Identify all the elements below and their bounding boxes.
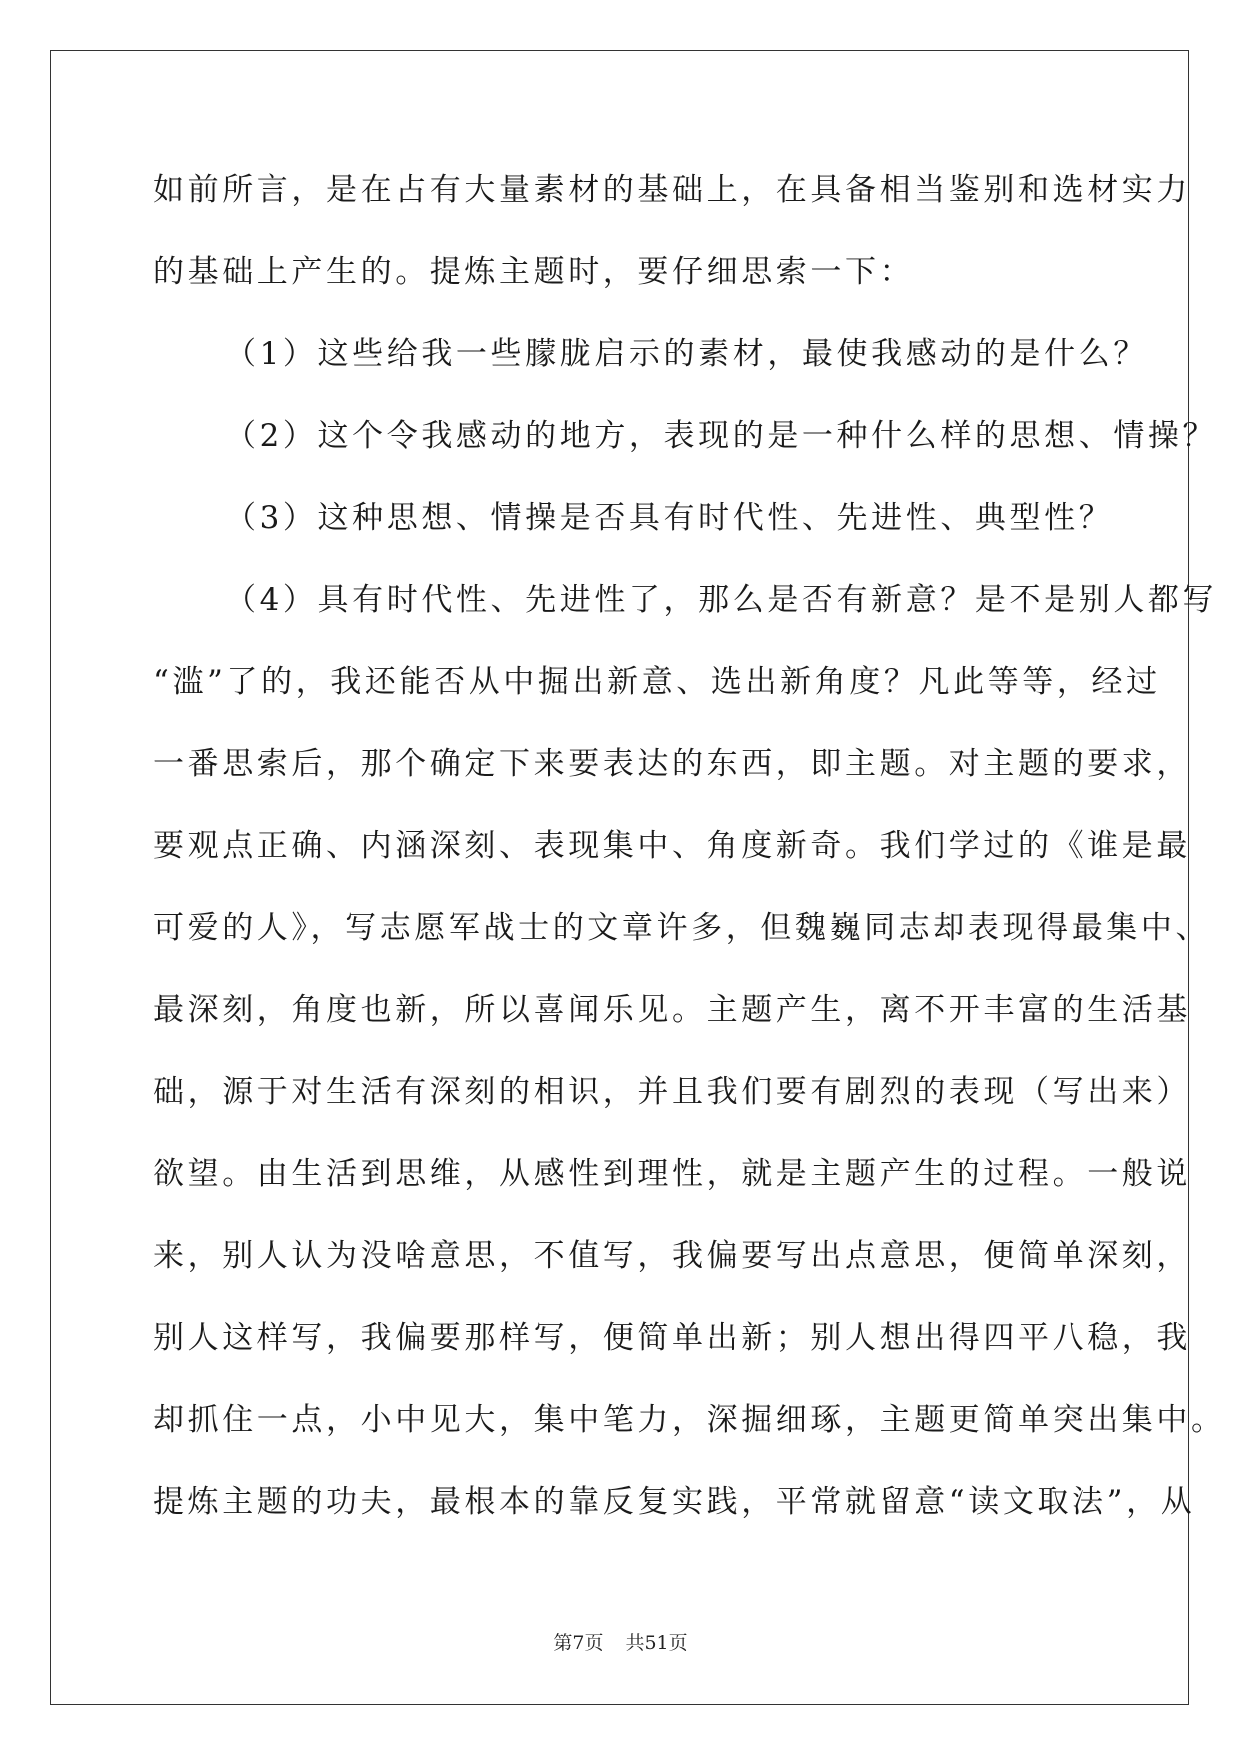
- text-line-question-3: （3）这种思想、情操是否具有时代性、先进性、典型性？: [225, 500, 1114, 536]
- page-footer: [0, 1628, 1241, 1655]
- page-number-current: 第7页: [553, 1632, 604, 1654]
- text-line: 别人这样写，我偏要那样写，便简单出新；别人想出得四平八稳，我: [153, 1320, 1191, 1356]
- text-line: “滥”了的，我还能否从中掘出新意、选出新角度？凡此等等，经过: [153, 664, 1161, 700]
- text-line: 提炼主题的功夫，最根本的靠反复实践，平常就留意“读文取法”，从: [153, 1484, 1196, 1520]
- page-number-total: 共51页: [625, 1632, 688, 1654]
- text-line-question-4: （4）具有时代性、先进性了，那么是否有新意？是不是别人都写: [225, 582, 1218, 618]
- text-line-question-2: （2）这个令我感动的地方，表现的是一种什么样的思想、情操？: [225, 418, 1218, 454]
- text-line: 要观点正确、内涵深刻、表现集中、角度新奇。我们学过的《谁是最: [153, 828, 1191, 864]
- text-line: 来，别人认为没啥意思，不值写，我偏要写出点意思，便简单深刻，: [153, 1238, 1191, 1274]
- text-line: 的基础上产生的。提炼主题时，要仔细思索一下：: [153, 254, 915, 290]
- document-body: [153, 160, 1226, 1554]
- text-line: 可爱的人》，写志愿军战士的文章许多，但魏巍同志却表现得最集中、: [153, 910, 1211, 946]
- text-line: 如前所言，是在占有大量素材的基础上，在具备相当鉴别和选材实力: [153, 172, 1191, 208]
- text-line: 础，源于对生活有深刻的相识，并且我们要有剧烈的表现（写出来）: [153, 1074, 1191, 1110]
- text-line: 最深刻，角度也新，所以喜闻乐见。主题产生，离不开丰富的生活基: [153, 992, 1191, 1028]
- text-line-question-1: （1）这些给我一些朦胧启示的素材，最使我感动的是什么？: [225, 336, 1148, 372]
- text-line: 一番思索后，那个确定下来要表达的东西，即主题。对主题的要求，: [153, 746, 1191, 782]
- text-line: 欲望。由生活到思维，从感性到理性，就是主题产生的过程。一般说: [153, 1156, 1191, 1192]
- text-line: 却抓住一点，小中见大，集中笔力，深掘细琢，主题更简单突出集中。: [153, 1402, 1226, 1438]
